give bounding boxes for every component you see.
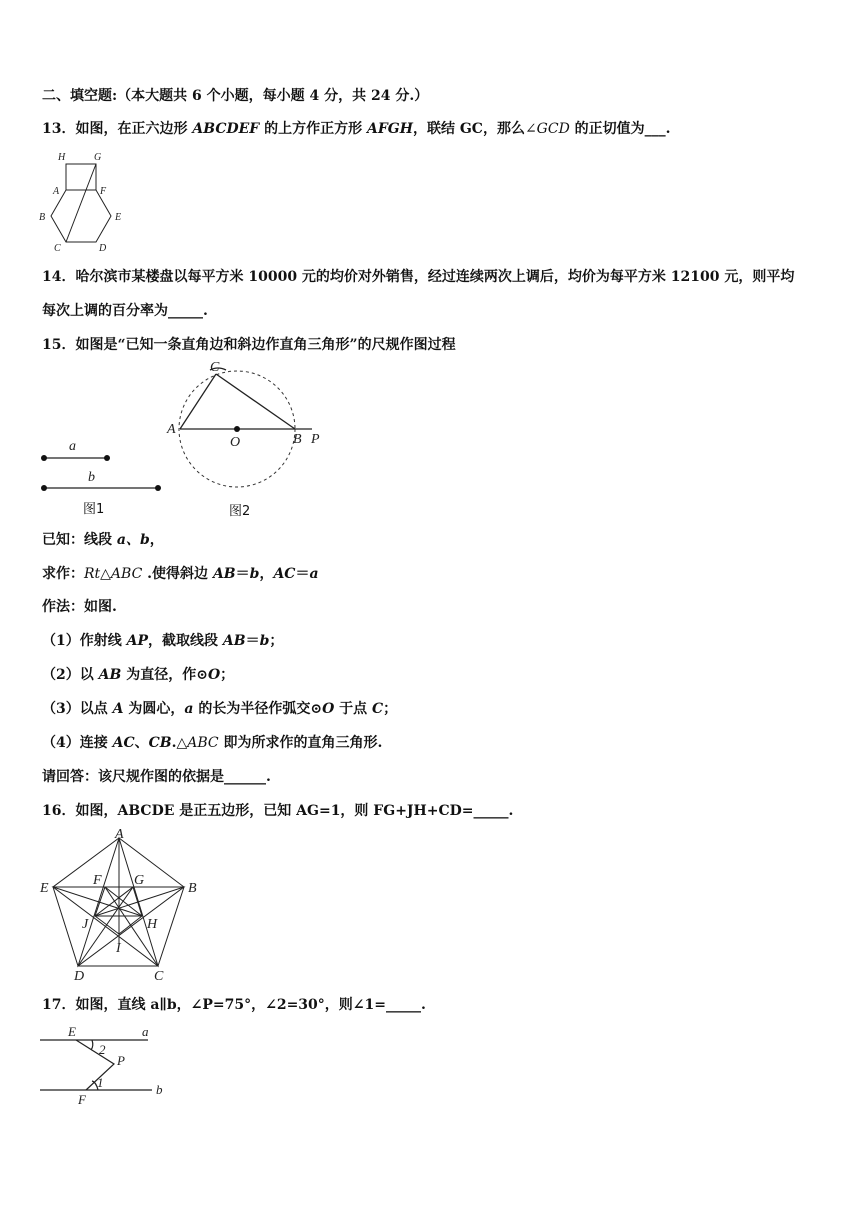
q15-given-segments: a、b [116,532,150,548]
q15-given-label: 已知：线段 [42,532,117,548]
q17-label-e: E [68,1024,76,1039]
q13-segment-gc [66,164,96,242]
q15-given-end: ， [149,532,164,548]
q15-step4-cb: CB [148,735,172,751]
q16-label-f: F [93,873,102,888]
q15-step2-text: （2）以 [42,667,99,683]
q16-label-g: G [134,873,145,888]
q16-label-b: B [188,881,197,896]
q15-step3-text: （3）以点 [42,701,113,717]
q15-label-a-point: A [167,422,176,437]
q16-label-e: E [40,881,49,896]
q15-find-a: a [309,566,319,582]
q15-label-o: O [230,435,241,450]
q13-hexagon [51,190,111,242]
q13-label-a: A [53,186,60,197]
q15-find-ab: AB [212,566,236,582]
q15-step-1 [42,631,283,651]
q17-label-angle-2: 2 [99,1042,106,1057]
q15-step3-a-point: A [112,701,124,717]
q17-label-f: F [78,1092,86,1107]
q17-figure [36,1020,176,1114]
q15-label-c: C [210,360,220,375]
q15-find-eq: ＝ [235,566,250,582]
q16-label-c: C [154,969,164,984]
q15-step4-dot: . [171,735,177,751]
question-14-line1: 14．哈尔滨市某楼盘以每平方米 10000 元的均价对外销售，经过连续两次上调后，均价为每平方米 12100 元，则平均 [42,269,795,285]
q15-figure-1-caption: 图1 [83,502,105,517]
q15-find-text: .使得斜边 [142,566,213,582]
q15-find-triangle: Rt△ABC [84,566,143,582]
q13-text-part: 的上方作正方形 [259,121,367,137]
q15-step2-text: 为直径，作⊙ [121,667,208,683]
q15-step1-ab: AB [222,633,246,649]
q15-step-2 [42,665,234,685]
q16-label-d: D [74,969,85,984]
q13-text-part: 13．如图，在正六边形 [42,121,193,137]
q15-step3-o: O [322,701,335,717]
q15-step4-text: 即为所求作的直角三角形. [218,735,383,751]
q15-step1-text: ，截取线段 [148,633,223,649]
q15-find-b: b [249,566,260,582]
q15-segment-cb [216,374,295,429]
q15-step4-ac: AC [112,735,135,751]
question-17-text: 17．如图，直线 a∥b，∠P=75°，∠2=30°，则∠1=_____. [42,997,426,1013]
q16-figure [36,826,206,990]
q15-find [42,564,319,584]
q15-step4-text: （4）连接 [42,735,113,751]
q15-step-4 [42,733,382,753]
q15-step3-a-length: a [184,701,194,717]
q13-angle: ∠GCD [524,121,570,137]
q15-step3-c: C [372,701,384,717]
q17-label-angle-1: 1 [97,1075,104,1090]
q16-label-j: J [82,917,89,932]
q13-label-c: C [54,243,61,254]
q13-hexagon-name: ABCDEF [192,121,260,137]
q15-answer-prompt: 请回答：该尺规作图的依据是______. [42,769,271,785]
q17-label-p: P [117,1053,125,1068]
q15-find-label: 求作： [42,566,84,582]
q13-square-name: AFGH [366,121,413,137]
q13-text-part: 的正切值为___. [569,121,671,137]
q15-step2-ab: AB [98,667,122,683]
q15-step4-sep: 、 [134,735,149,751]
q13-figure [36,148,126,258]
q15-label-b-point: B [293,432,302,447]
q13-label-f: F [100,186,107,197]
q15-figure-2 [160,356,335,500]
q15-step1-end: ； [269,633,284,649]
q17-label-b: b [156,1082,163,1097]
q15-find-comma: ， [259,566,274,582]
q15-figure-1 [36,434,166,502]
q16-label-h: H [147,917,158,932]
q13-text-part: ，联结 [412,121,460,137]
q15-step3-text: 为圆心， [123,701,185,717]
q13-label-d: D [99,243,107,254]
q13-label-b: B [39,212,46,223]
q15-given [42,530,164,550]
question-13-text [42,119,671,139]
q13-label-e: E [115,212,122,223]
q15-step4-triangle: △ABC [176,735,219,751]
q15-step1-b: b [259,633,270,649]
question-16-text: 16．如图，ABCDE 是正五边形，已知 AG=1，则 FG+JH+CD=_____. [42,803,514,819]
q15-find-eq: ＝ [295,566,310,582]
q15-label-b: b [88,470,95,485]
q15-step1-eq: ＝ [245,633,260,649]
q15-figure-2-caption: 图2 [229,504,251,519]
q13-label-g: G [94,152,102,163]
q15-label-p: P [311,432,320,447]
q15-label-a: a [69,439,76,454]
q16-label-a: A [115,827,124,842]
section-heading: 二、填空题:（本大题共 6 个小题，每小题 4 分，共 24 分.） [42,88,429,104]
q15-step3-text: 的长为半径作弧交⊙ [193,701,323,717]
q15-step1-ap: AP [126,633,149,649]
q17-label-a: a [142,1024,149,1039]
q13-text-part: ，那么 [482,121,525,137]
question-14-line2: 每次上调的百分率为_____. [42,303,208,319]
q15-step1-text: （1）作射线 [42,633,127,649]
q15-step2-end: ； [220,667,235,683]
question-15-title: 15．如图是“已知一条直角边和斜边作直角三角形”的尺规作图过程 [42,337,456,353]
q13-segment-name: GC [459,121,483,137]
q15-find-ac: AC [273,566,296,582]
q15-step3-end: ； [383,701,398,717]
q16-label-i: I [116,941,121,956]
q13-label-h: H [58,152,66,163]
q15-step2-o: O [207,667,221,683]
q15-method: 作法：如图. [42,599,117,615]
q15-step3-text: 于点 [334,701,373,717]
q15-step-3 [42,699,397,719]
